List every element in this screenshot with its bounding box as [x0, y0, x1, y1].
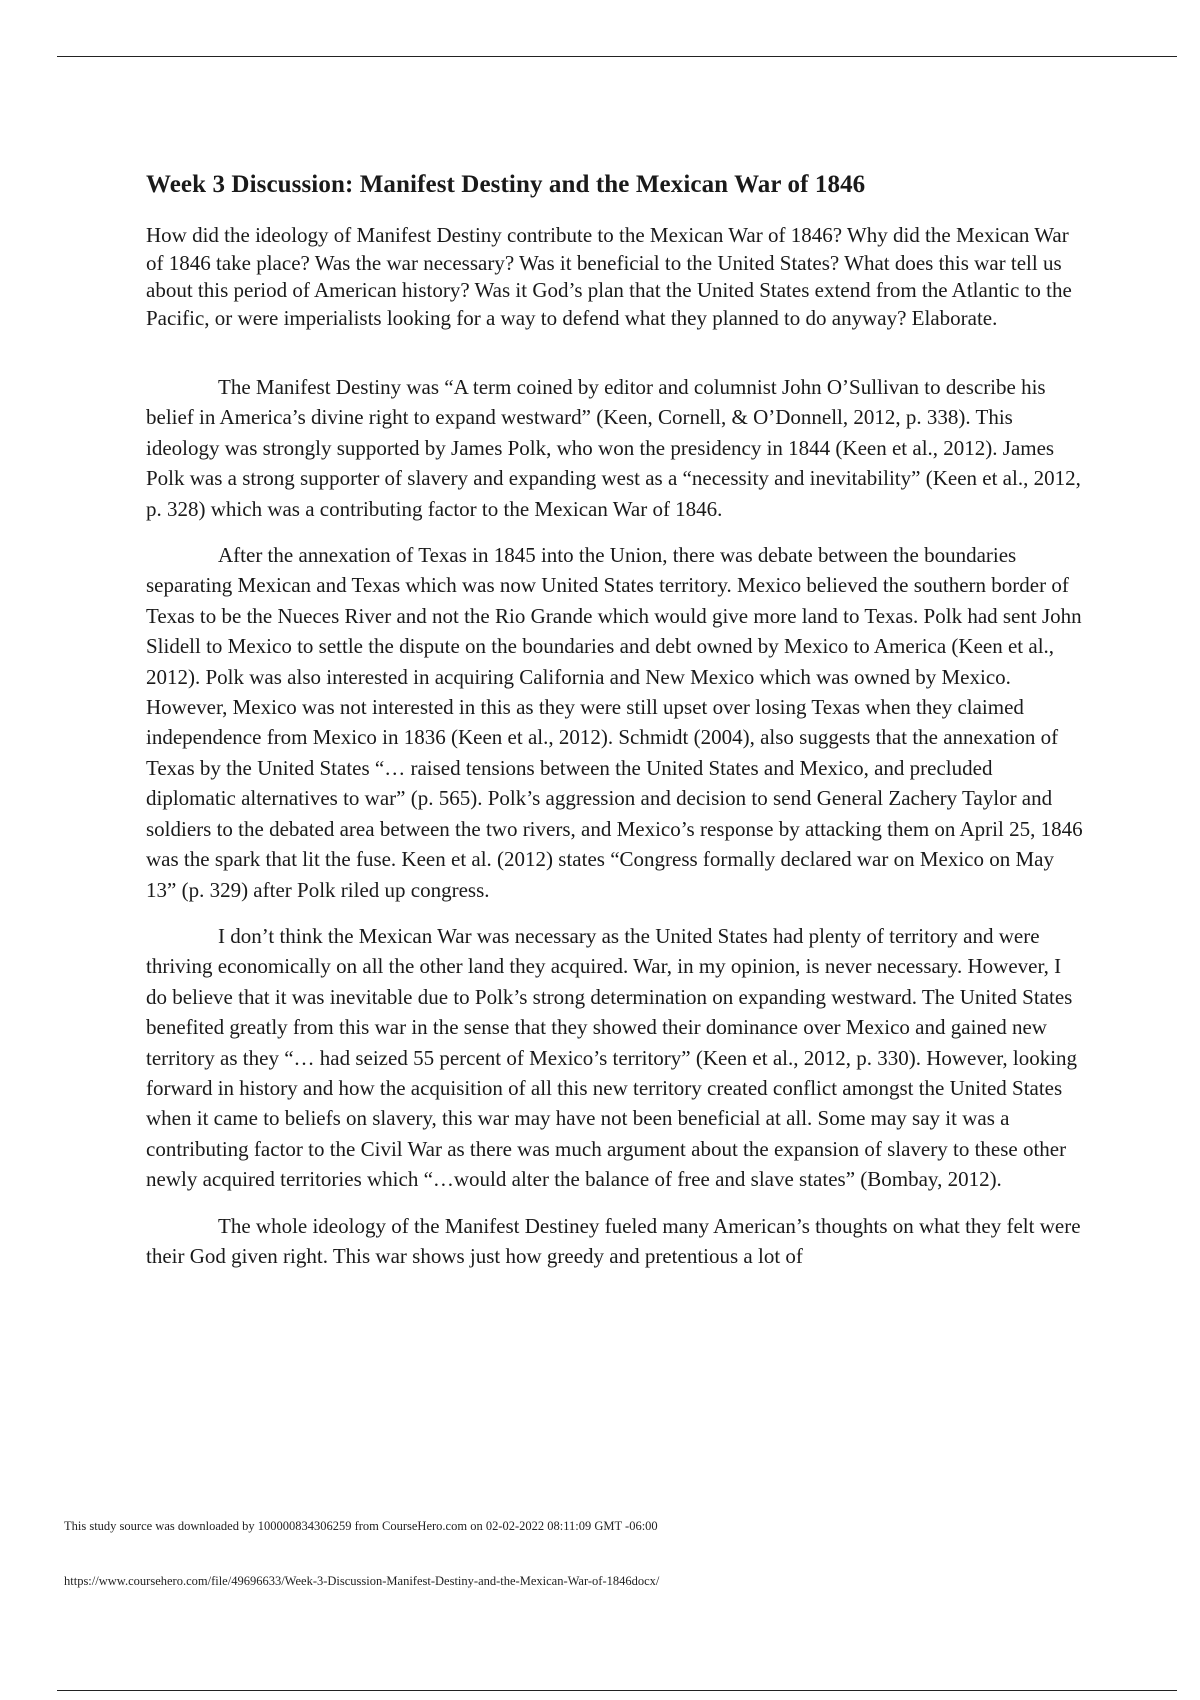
source-url[interactable]: https://www.coursehero.com/file/49696633/Week-3-Discussion-Manifest-Destiny-and-the-Mexican-War-of-1846docx/ [64, 1574, 660, 1588]
download-notice: This study source was downloaded by 100000834306259 from CourseHero.com on 02-02-2022 08:11:09 GMT -06:00 [64, 1519, 658, 1533]
discussion-prompt: How did the ideology of Manifest Destiny contribute to the Mexican War of 1846? Why did the Mexican War of 1846 take place? Was the war necessary? Was it beneficial to the United States? What does this war tell us about this period of American history? Was it God’s plan that the United States extend from the Atlantic to the Pacific, or were imperialists looking for a way to defend what they planned to do anyway? Elaborate. [146, 223, 1072, 330]
document-title: Week 3 Discussion: Manifest Destiny and the Mexican War of 1846 [146, 171, 866, 198]
document-body [146, 168, 1086, 1287]
paragraph-1: The Manifest Destiny was “A term coined by editor and columnist John O’Sullivan to describe his belief in America’s divine right to expand westward” (Keen, Cornell, & O’Donnell, 2012, p. 338). This ideology was strongly supported by James Polk, who won the presidency in 1844 (Keen et al., 2012). James Polk was a strong supporter of slavery and expanding west as a “necessity and inevitability” (Keen et al., 2012, p. 328) which was a contributing factor to the Mexican War of 1846. [146, 375, 1081, 521]
top-rule [57, 56, 1177, 57]
paragraph-2: After the annexation of Texas in 1845 into the Union, there was debate between the boundaries separating Mexican and Texas which was now United States territory. Mexico believed the southern border of Texas to be the Nueces River and not the Rio Grande which would give more land to Texas. Polk had sent John Slidell to Mexico to settle the dispute on the boundaries and debt owned by Mexico to America (Keen et al., 2012). Polk was also interested in acquiring California and New Mexico which was owned by Mexico. However, Mexico was not interested in this as they were still upset over losing Texas when they claimed independence from Mexico in 1836 (Keen et al., 2012). Schmidt (2004), also suggests that the annexation of Texas by the United States “… raised tensions between the United States and Mexico, and precluded diplomatic alternatives to war” (p. 565). Polk’s aggression and decision to send General Zachery Taylor and soldiers to the debated area between the two rivers, and Mexico’s response by attacking them on April 25, 1846 was the spark that lit the fuse. Keen et al. (2012) states “Congress formally declared war on Mexico on May 13” (p. 329) after Polk riled up congress. [146, 543, 1083, 902]
paragraph-3: I don’t think the Mexican War was necessary as the United States had plenty of territory and were thriving economically on all the other land they acquired. War, in my opinion, is never necessary. However, I do believe that it was inevitable due to Polk’s strong determination on expanding westward. The United States benefited greatly from this war in the sense that they showed their dominance over Mexico and gained new territory as they “… had seized 55 percent of Mexico’s territory” (Keen et al., 2012, p. 330). However, looking forward in history and how the acquisition of all this new territory created conflict amongst the United States when it came to beliefs on slavery, this war may have not been beneficial at all. Some may say it was a contributing factor to the Civil War as there was much argument about the expansion of slavery to these other newly acquired territories which “…would alter the balance of free and slave states” (Bombay, 2012). [146, 923, 1078, 1192]
bottom-rule [57, 1690, 1177, 1691]
paragraph-4: The whole ideology of the Manifest Destiney fueled many American’s thoughts on what they felt were their God given right. This war shows just how greedy and pretentious a lot of [146, 1213, 1081, 1268]
